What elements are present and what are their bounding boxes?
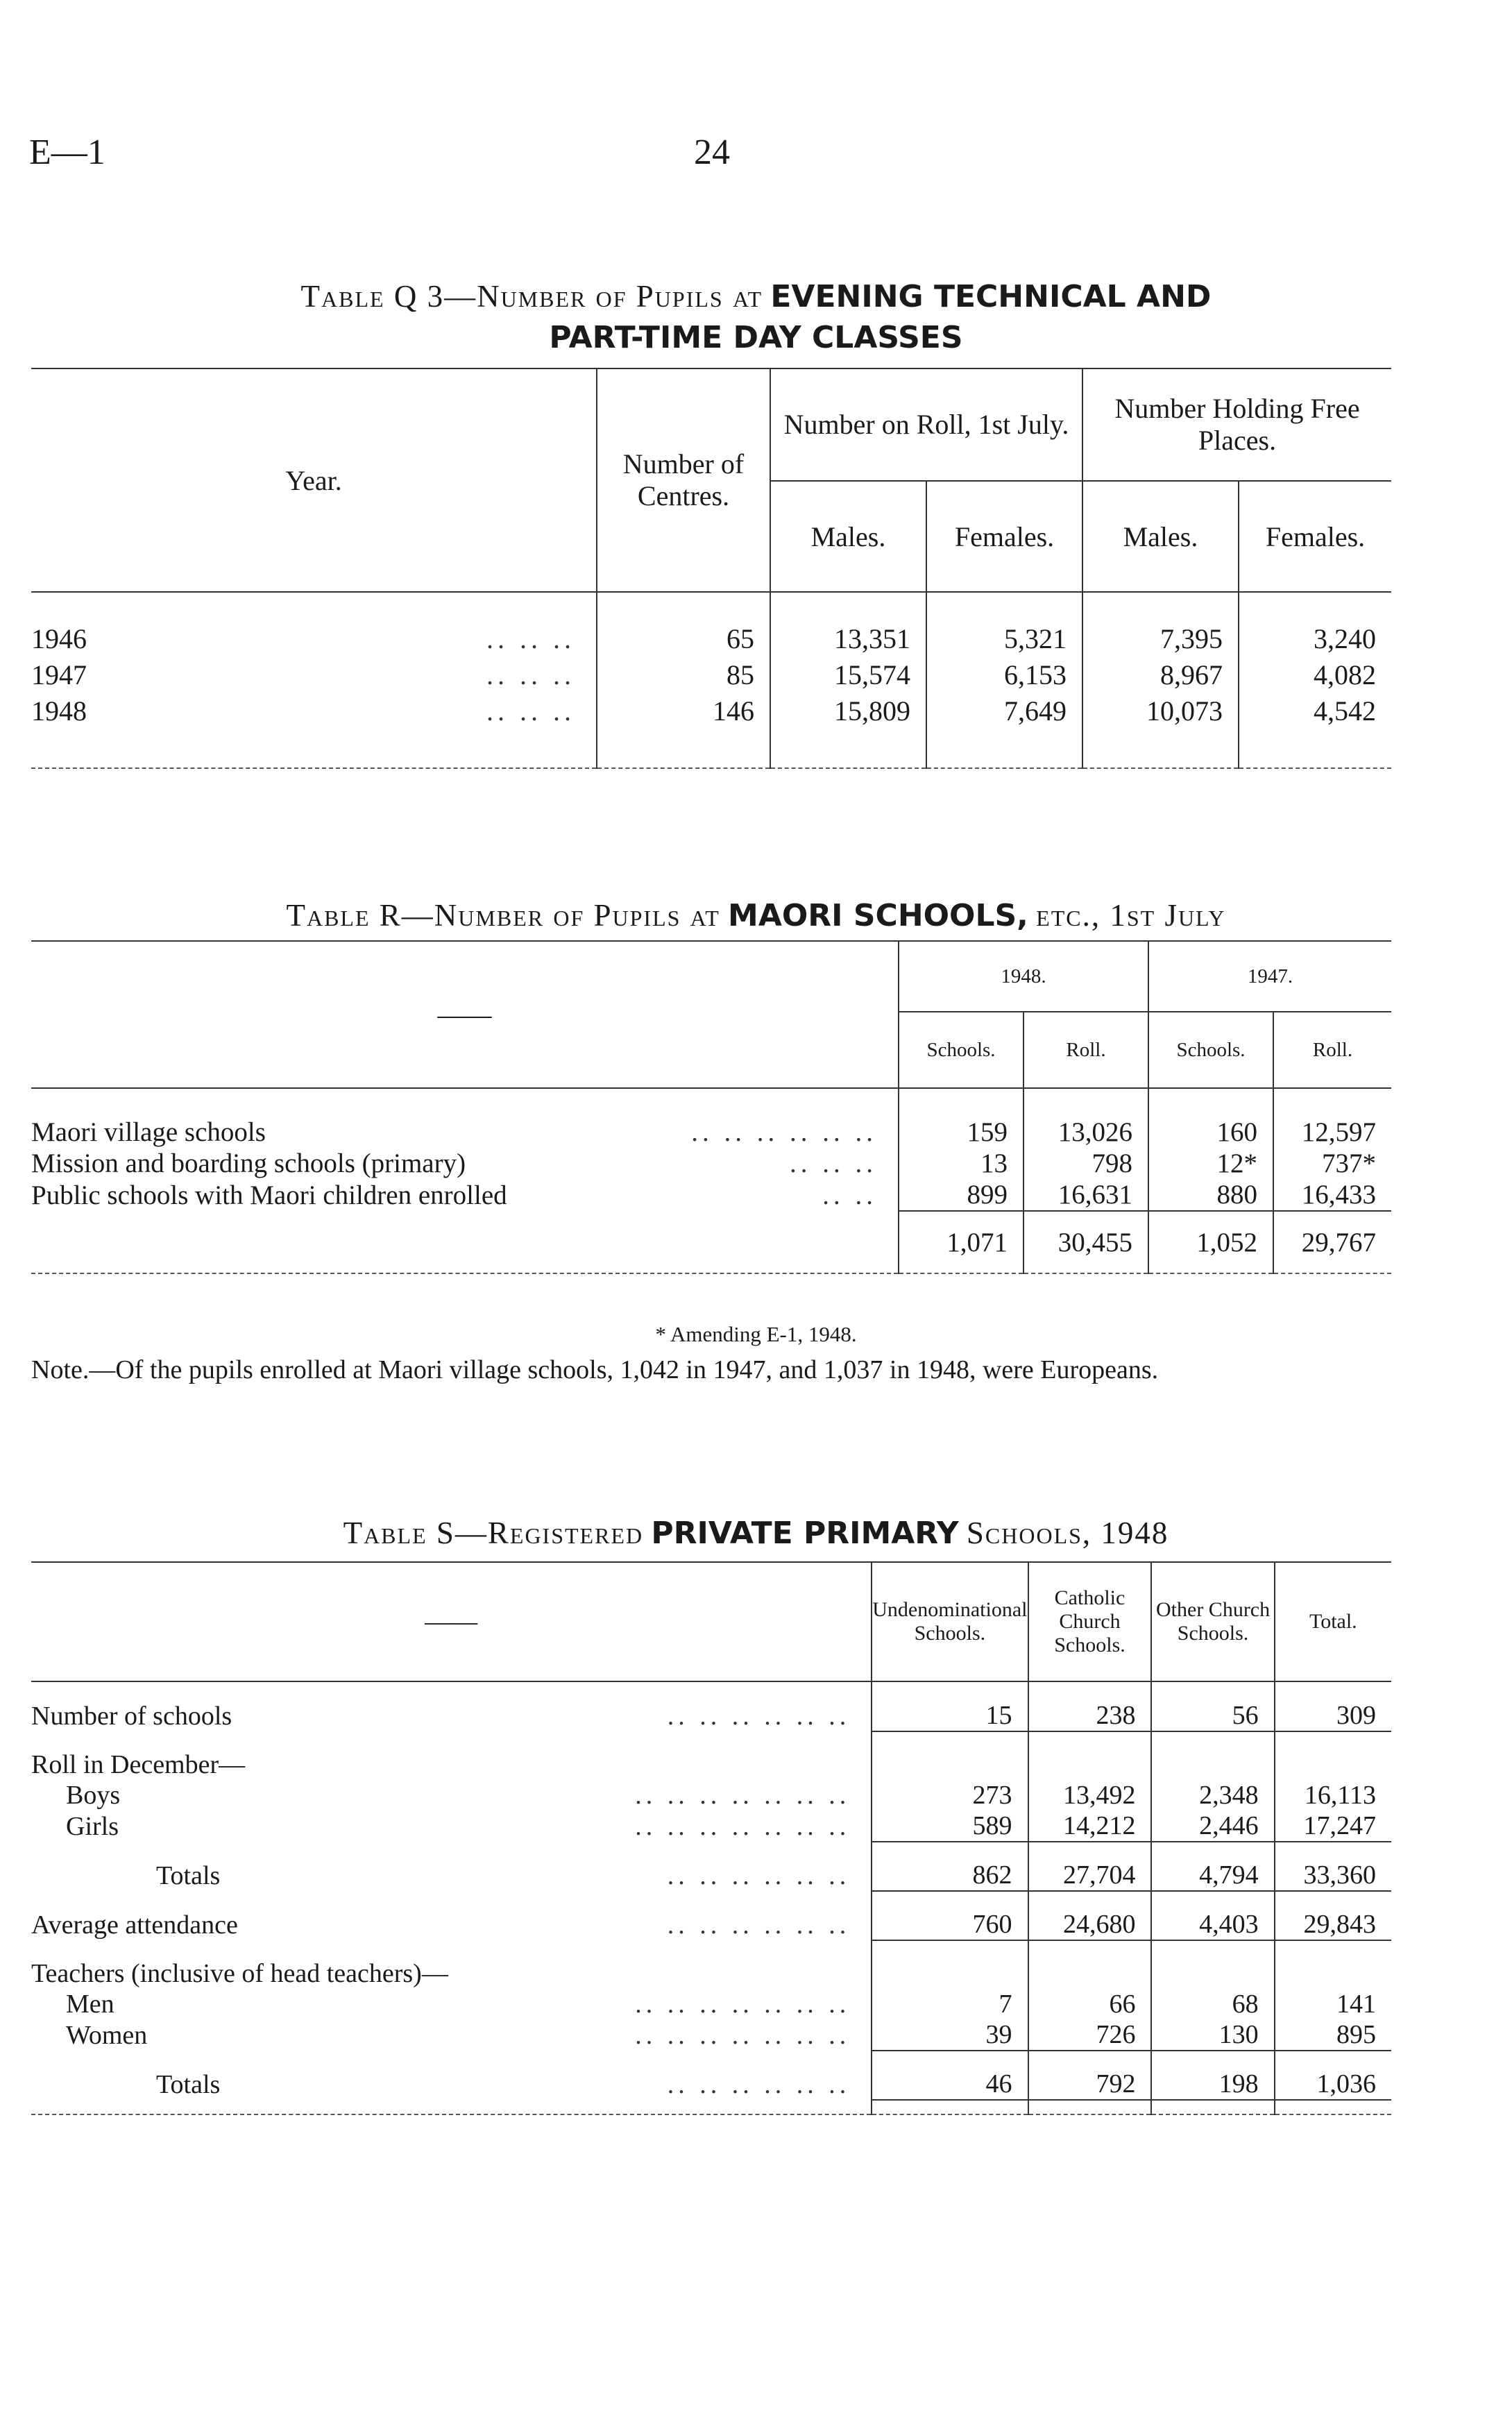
table-row [31, 1179, 1391, 1211]
row-label: Roll in December— [31, 1750, 246, 1779]
cell-total: 33,360 [1275, 1860, 1391, 1891]
cell-roll-1948: 16,631 [1023, 1179, 1148, 1211]
sub-free-females: Females. [1239, 481, 1391, 592]
cell-free-males: 8,967 [1082, 656, 1239, 693]
table-q3-title-bold-2: PART-TIME DAY CLASSES [549, 320, 963, 355]
cell-catholic: 792 [1028, 2069, 1152, 2100]
cell-schools-1947: 12* [1148, 1148, 1273, 1179]
row-label: Totals [156, 2069, 221, 2099]
cell-total: 16,113 [1275, 1780, 1391, 1810]
cell-roll-males: 13,351 [770, 620, 926, 656]
leader-dots: .. .. .. .. .. .. [691, 1117, 877, 1147]
row-label: Totals [156, 1860, 221, 1890]
leader-dots: .. .. .. [790, 1148, 877, 1178]
cell-catholic: 27,704 [1028, 1860, 1152, 1891]
cell-undenominational: 15 [872, 1700, 1028, 1731]
leader-dots: .. .. [822, 1180, 877, 1210]
cell-roll-males: 15,809 [770, 693, 926, 729]
cell-roll-1947: 737* [1273, 1148, 1391, 1179]
cell-roll-1948: 798 [1023, 1148, 1148, 1179]
cell-schools-1948: 899 [899, 1179, 1023, 1211]
table-q3-title-prefix: Table Q 3—Number of Pupils at [300, 279, 763, 314]
row-label: Men [66, 1990, 114, 2019]
total-schools-1947: 1,052 [1148, 1211, 1273, 1273]
row-year: 1948 [31, 695, 87, 727]
row-label: Public schools with Maori children enrolled [31, 1180, 507, 1210]
row-label: Teachers (inclusive of head teachers)— [31, 1959, 448, 1988]
cell-roll-1947: 12,597 [1273, 1117, 1391, 1148]
cell-roll-females: 7,649 [926, 693, 1082, 729]
totals-row [31, 1211, 1391, 1273]
col-year: Year. [31, 368, 597, 592]
row-label: Girls [66, 1811, 119, 1841]
table-row [31, 1117, 1391, 1148]
table-q3-title [0, 276, 1512, 358]
table-row [31, 1148, 1391, 1179]
document-code: E—1 [29, 133, 105, 172]
sub-roll-1948: Roll. [1023, 1012, 1148, 1088]
cell-schools-1947: 160 [1148, 1117, 1273, 1148]
table-row [31, 1810, 1391, 1842]
row-label: Boys [66, 1781, 121, 1810]
total-roll-1948: 30,455 [1023, 1211, 1148, 1273]
table-row [31, 656, 1391, 693]
sub-roll-females: Females. [926, 481, 1082, 592]
cell-other-church: 4,794 [1151, 1860, 1274, 1891]
table-s-title-suffix: Schools, 1948 [966, 1516, 1169, 1550]
table-row [31, 1958, 1391, 1989]
cell-total: 17,247 [1275, 1810, 1391, 1842]
cell-undenominational [872, 1958, 1028, 1989]
total-roll-1947: 29,767 [1273, 1211, 1391, 1273]
sub-roll-1947: Roll. [1273, 1012, 1391, 1088]
cell-total: 29,843 [1275, 1909, 1391, 1940]
cell-free-males: 10,073 [1082, 693, 1239, 729]
cell-free-females: 4,542 [1239, 693, 1391, 729]
cell-catholic: 13,492 [1028, 1780, 1152, 1810]
leader-dots: .. .. .. .. .. .. .. [635, 1811, 851, 1841]
table-s-title-prefix: Table S—Registered [343, 1516, 644, 1550]
cell-centres: 65 [597, 620, 770, 656]
cell-roll-1947: 16,433 [1273, 1179, 1391, 1211]
cell-other-church [1151, 1749, 1274, 1780]
col-year-1947: 1947. [1148, 941, 1391, 1012]
cell-other-church: 198 [1151, 2069, 1274, 2100]
cell-free-males: 7,395 [1082, 620, 1239, 656]
total-schools-1948: 1,071 [899, 1211, 1023, 1273]
cell-free-females: 4,082 [1239, 656, 1391, 693]
cell-undenominational [872, 1749, 1028, 1780]
cell-catholic: 66 [1028, 1989, 1152, 2019]
cell-undenominational: 273 [872, 1780, 1028, 1810]
table-row [31, 1700, 1391, 1731]
table-row [31, 620, 1391, 656]
table-row [31, 1749, 1391, 1780]
table-row [31, 1909, 1391, 1940]
table-r-title [0, 895, 1512, 936]
row-label: Women [66, 2020, 148, 2050]
cell-catholic: 726 [1028, 2019, 1152, 2051]
stub-dash: —— [31, 941, 899, 1088]
cell-undenominational: 39 [872, 2019, 1028, 2051]
cell-catholic: 14,212 [1028, 1810, 1152, 1842]
cell-roll-males: 15,574 [770, 656, 926, 693]
table-r [31, 940, 1391, 1274]
cell-schools-1948: 13 [899, 1148, 1023, 1179]
col-total: Total. [1275, 1562, 1391, 1681]
table-row [31, 693, 1391, 729]
table-q3 [31, 368, 1391, 769]
leader-dots: .. .. .. .. .. .. .. [635, 1990, 851, 2019]
cell-total: 309 [1275, 1700, 1391, 1731]
cell-free-females: 3,240 [1239, 620, 1391, 656]
cell-other-church: 130 [1151, 2019, 1274, 2051]
cell-other-church: 2,446 [1151, 1810, 1274, 1842]
row-year: 1947 [31, 659, 87, 690]
cell-catholic: 238 [1028, 1700, 1152, 1731]
row-label: Maori village schools [31, 1117, 266, 1147]
stub-dash: —— [425, 1607, 478, 1636]
table-r-footnote: * Amending E-1, 1948. [655, 1322, 857, 1346]
cell-catholic: 24,680 [1028, 1909, 1152, 1940]
col-free: Number Holding Free Places. [1082, 368, 1391, 481]
table-r-title-bold: MAORI SCHOOLS, [728, 898, 1028, 933]
sub-roll-males: Males. [770, 481, 926, 592]
col-undenominational: Undenominational Schools. [872, 1562, 1028, 1681]
col-year-1948: 1948. [899, 941, 1148, 1012]
cell-schools-1947: 880 [1148, 1179, 1273, 1211]
table-row [31, 1860, 1391, 1891]
cell-centres: 85 [597, 656, 770, 693]
row-label: Average attendance [31, 1910, 238, 1940]
table-s-title [0, 1513, 1512, 1554]
table-row [31, 1780, 1391, 1810]
cell-other-church: 2,348 [1151, 1780, 1274, 1810]
table-q3-title-bold-1: EVENING TECHNICAL AND [770, 279, 1212, 314]
cell-total: 141 [1275, 1989, 1391, 2019]
row-year: 1946 [31, 622, 87, 654]
col-centres: Number of Centres. [597, 368, 770, 592]
table-r-note: Note.—Of the pupils enrolled at Maori village schools, 1,042 in 1947, and 1,037 in 1948, were Europeans. [31, 1355, 1159, 1384]
cell-total: 1,036 [1275, 2069, 1391, 2100]
page-number: 24 [694, 133, 730, 172]
cell-roll-1948: 13,026 [1023, 1117, 1148, 1148]
cell-centres: 146 [597, 693, 770, 729]
cell-undenominational: 862 [872, 1860, 1028, 1891]
leader-dots: .. .. .. [486, 622, 575, 654]
cell-undenominational: 46 [872, 2069, 1028, 2100]
cell-roll-females: 5,321 [926, 620, 1082, 656]
cell-total: 895 [1275, 2019, 1391, 2051]
cell-undenominational: 760 [872, 1909, 1028, 1940]
sub-schools-1947: Schools. [1148, 1012, 1273, 1088]
leader-dots: .. .. .. .. .. .. .. [635, 2020, 851, 2050]
leader-dots: .. .. .. .. .. .. [667, 1701, 851, 1731]
cell-catholic [1028, 1749, 1152, 1780]
row-label: Number of schools [31, 1701, 232, 1731]
table-r-title-prefix: Table R—Number of Pupils at [286, 898, 720, 933]
cell-other-church: 56 [1151, 1700, 1274, 1731]
table-row [31, 2019, 1391, 2051]
cell-undenominational: 7 [872, 1989, 1028, 2019]
col-other-church: Other Church Schools. [1151, 1562, 1274, 1681]
leader-dots: .. .. .. .. .. .. [667, 1860, 851, 1890]
leader-dots: .. .. .. [486, 695, 575, 727]
leader-dots: .. .. .. .. .. .. [667, 1910, 851, 1940]
cell-catholic [1028, 1958, 1152, 1989]
cell-other-church [1151, 1958, 1274, 1989]
table-r-title-suffix: etc., 1st July [1036, 898, 1226, 933]
table-s [31, 1561, 1391, 2115]
table-s-title-bold: PRIVATE PRIMARY [651, 1516, 959, 1551]
table-row [31, 2069, 1391, 2100]
cell-total [1275, 1749, 1391, 1780]
row-label: Mission and boarding schools (primary) [31, 1148, 466, 1178]
cell-total [1275, 1958, 1391, 1989]
leader-dots: .. .. .. .. .. .. [667, 2069, 851, 2099]
cell-roll-females: 6,153 [926, 656, 1082, 693]
sub-schools-1948: Schools. [899, 1012, 1023, 1088]
table-row [31, 1989, 1391, 2019]
leader-dots: .. .. .. .. .. .. .. [635, 1781, 851, 1810]
cell-other-church: 4,403 [1151, 1909, 1274, 1940]
sub-free-males: Males. [1082, 481, 1239, 592]
col-roll: Number on Roll, 1st July. [770, 368, 1082, 481]
col-catholic: Catholic Church Schools. [1028, 1562, 1152, 1681]
leader-dots: .. .. .. [486, 659, 575, 690]
cell-other-church: 68 [1151, 1989, 1274, 2019]
cell-schools-1948: 159 [899, 1117, 1023, 1148]
cell-undenominational: 589 [872, 1810, 1028, 1842]
